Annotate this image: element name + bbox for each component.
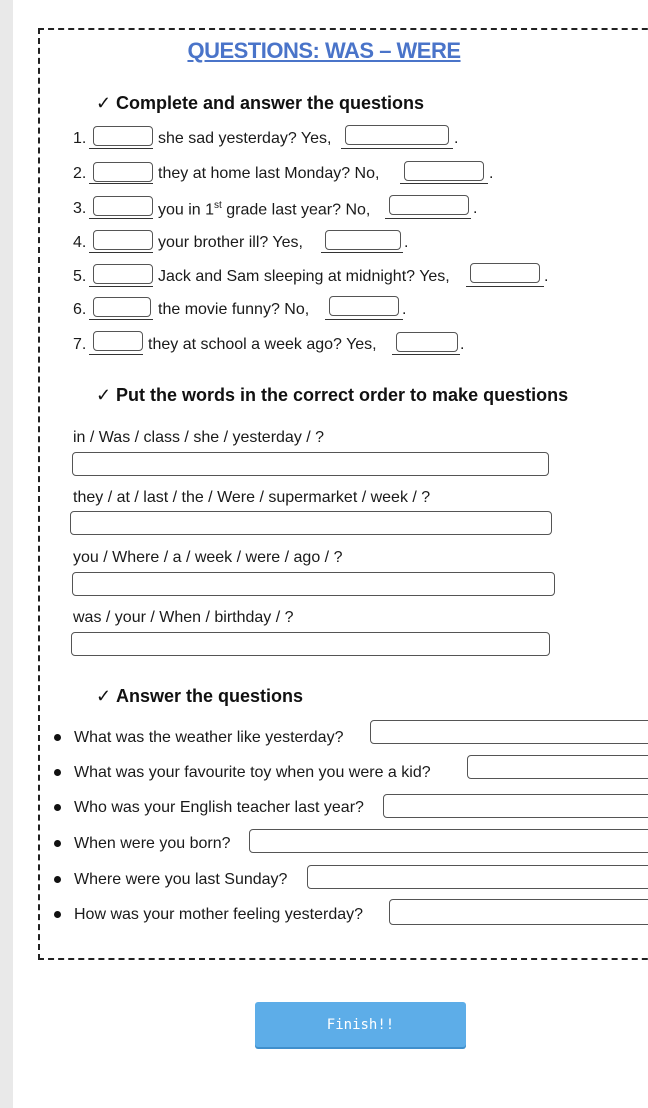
underline	[400, 183, 488, 184]
period: .	[454, 130, 459, 147]
underline	[89, 354, 143, 355]
word-order-answer-2[interactable]	[70, 511, 552, 535]
word-order-answer-3[interactable]	[72, 572, 555, 596]
answer-question-3: Who was your English teacher last year?	[74, 799, 364, 816]
answer-box-short-7[interactable]	[396, 332, 458, 352]
question-text	[158, 200, 370, 219]
bullet-icon	[54, 804, 61, 811]
question-number: 7.	[73, 336, 87, 353]
word-order-answer-1[interactable]	[72, 452, 549, 476]
worksheet-title: QUESTIONS: WAS – WERE	[187, 38, 461, 63]
underline	[89, 286, 153, 287]
checkmark-icon: ✓	[96, 93, 112, 113]
underline	[466, 286, 544, 287]
bullet-icon	[54, 876, 61, 883]
underline	[89, 183, 153, 184]
question-row-1	[73, 130, 473, 154]
answer-question-6: How was your mother feeling yesterday?	[74, 906, 364, 923]
question-row-2	[73, 165, 503, 189]
period: .	[489, 165, 494, 182]
question-number: 5.	[73, 268, 87, 285]
period: .	[473, 200, 478, 217]
answer-field-6[interactable]	[389, 899, 648, 925]
question-row-3	[73, 200, 493, 224]
answer-box-short-3[interactable]	[389, 195, 469, 215]
underline	[89, 218, 153, 219]
answer-question-2: What was your favourite toy when you were a kid?	[74, 764, 431, 781]
answer-box-short-4[interactable]	[325, 230, 401, 250]
section-3-heading	[96, 686, 303, 707]
question-text: your brother ill? Yes,	[158, 234, 303, 251]
underline	[341, 148, 453, 149]
period: .	[460, 336, 465, 353]
answer-field-2[interactable]	[467, 755, 648, 779]
answer-question-4: When were you born?	[74, 835, 231, 852]
word-order-prompt-1: in / Was / class / she / yesterday / ?	[73, 429, 325, 446]
answer-field-5[interactable]	[307, 865, 648, 889]
ordinal-superscript: st	[214, 200, 222, 211]
section-1-heading	[96, 93, 424, 114]
question-text: they at school a week ago? Yes,	[148, 336, 377, 353]
question-text-part: you in 1	[158, 201, 215, 219]
question-number: 3.	[73, 200, 87, 217]
period: .	[402, 301, 407, 318]
answer-box-verb-6[interactable]	[93, 297, 151, 317]
answer-box-verb-3[interactable]	[93, 196, 153, 216]
question-text: Jack and Sam sleeping at midnight? Yes,	[158, 268, 450, 285]
question-text: she sad yesterday? Yes,	[158, 130, 332, 147]
answer-box-short-6[interactable]	[329, 296, 399, 316]
question-number: 6.	[73, 301, 87, 318]
answer-question-1: What was the weather like yesterday?	[74, 729, 344, 746]
question-text-part: grade last year? No,	[221, 201, 371, 219]
answer-box-verb-5[interactable]	[93, 264, 153, 284]
section-2-heading	[96, 385, 568, 406]
bullet-icon	[54, 911, 61, 918]
section-2-heading-text: Put the words in the correct order to make questions	[116, 385, 569, 405]
underline	[89, 319, 153, 320]
word-order-answer-4[interactable]	[71, 632, 550, 656]
period: .	[404, 234, 409, 251]
question-number: 2.	[73, 165, 87, 182]
finish-button[interactable]: Finish!!	[255, 1002, 466, 1047]
answer-box-short-5[interactable]	[470, 263, 540, 283]
word-order-prompt-2: they / at / last / the / Were / supermarket / week / ?	[73, 489, 431, 506]
question-number: 4.	[73, 234, 87, 251]
question-row-4	[73, 234, 423, 258]
section-1-heading-text: Complete and answer the questions	[116, 93, 425, 113]
underline	[321, 252, 403, 253]
question-text: they at home last Monday? No,	[158, 165, 380, 182]
answer-box-short-2[interactable]	[404, 161, 484, 181]
bullet-icon	[54, 840, 61, 847]
underline	[89, 148, 153, 149]
question-row-5	[73, 268, 553, 292]
answer-box-verb-4[interactable]	[93, 230, 153, 250]
question-text: the movie funny? No,	[158, 301, 310, 318]
answer-box-verb-7[interactable]	[93, 331, 143, 351]
underline	[385, 218, 471, 219]
question-row-6	[73, 301, 413, 325]
word-order-prompt-3: you / Where / a / week / were / ago / ?	[73, 549, 343, 566]
checkmark-icon: ✓	[96, 686, 112, 706]
answer-field-1[interactable]	[370, 720, 648, 744]
answer-box-verb-1[interactable]	[93, 126, 153, 146]
word-order-prompt-4: was / your / When / birthday / ?	[73, 609, 294, 626]
bullet-icon	[54, 769, 61, 776]
section-3-heading-text: Answer the questions	[116, 686, 304, 706]
answer-box-short-1[interactable]	[345, 125, 449, 145]
answer-question-5: Where were you last Sunday?	[74, 871, 288, 888]
answer-box-verb-2[interactable]	[93, 162, 153, 182]
underline	[325, 319, 403, 320]
answer-field-3[interactable]	[383, 794, 648, 818]
underline	[392, 354, 460, 355]
answer-field-4[interactable]	[249, 829, 648, 853]
question-number: 1.	[73, 130, 87, 147]
underline	[89, 252, 153, 253]
checkmark-icon: ✓	[96, 385, 112, 405]
bullet-icon	[54, 734, 61, 741]
period: .	[544, 268, 549, 285]
question-row-7	[73, 336, 473, 360]
